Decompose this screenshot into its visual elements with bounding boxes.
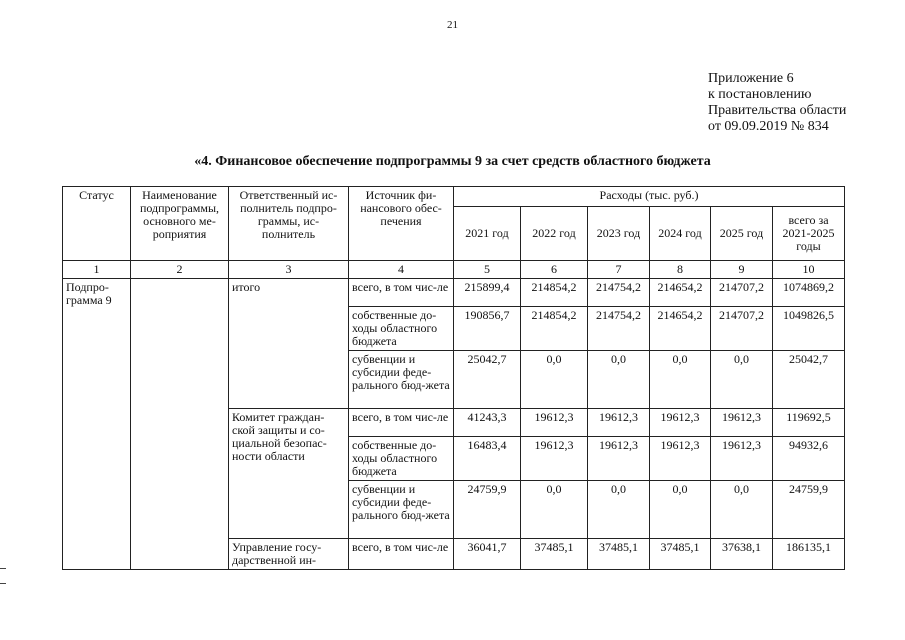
executor-cell: Управление госу-дарственной ин- (229, 539, 349, 570)
column-number: 1 (63, 261, 131, 279)
column-number: 8 (650, 261, 711, 279)
header-year: 2021 год (454, 207, 521, 261)
financial-table (62, 186, 845, 570)
value-cell: 214654,2 (650, 279, 711, 307)
value-cell: 19612,3 (650, 437, 711, 481)
value-cell: 19612,3 (711, 437, 773, 481)
appendix-line: Правительства области (708, 103, 847, 118)
value-cell: 37485,1 (521, 539, 588, 570)
total-cell: 119692,5 (773, 409, 845, 437)
header-source: Источник фи-нансового обес-печения (349, 187, 454, 261)
page-number: 21 (447, 19, 458, 31)
source-cell: всего, в том чис-ле (349, 409, 454, 437)
appendix-line: Приложение 6 (708, 71, 794, 86)
executor-cell: итого (229, 279, 349, 409)
total-cell: 25042,7 (773, 351, 845, 409)
column-number: 9 (711, 261, 773, 279)
value-cell: 0,0 (650, 481, 711, 539)
column-number: 2 (131, 261, 229, 279)
source-cell: субвенции и субсидии феде-рального бюд-жета (349, 351, 454, 409)
value-cell: 16483,4 (454, 437, 521, 481)
value-cell: 214654,2 (650, 307, 711, 351)
source-cell: всего, в том чис-ле (349, 279, 454, 307)
source-cell: субвенции и субсидии феде-рального бюд-жета (349, 481, 454, 539)
margin-mark (0, 568, 6, 569)
value-cell: 0,0 (521, 351, 588, 409)
header-expenses: Расходы (тыс. руб.) (454, 187, 845, 207)
value-cell: 0,0 (650, 351, 711, 409)
value-cell: 214854,2 (521, 307, 588, 351)
value-cell: 19612,3 (588, 409, 650, 437)
value-cell: 37485,1 (588, 539, 650, 570)
value-cell: 41243,3 (454, 409, 521, 437)
source-cell: всего, в том чис-ле (349, 539, 454, 570)
column-number: 5 (454, 261, 521, 279)
source-cell: собственные до-ходы областного бюджета (349, 307, 454, 351)
value-cell: 215899,4 (454, 279, 521, 307)
column-number: 10 (773, 261, 845, 279)
column-number: 3 (229, 261, 349, 279)
total-cell: 186135,1 (773, 539, 845, 570)
value-cell: 37485,1 (650, 539, 711, 570)
header-year: 2024 год (650, 207, 711, 261)
value-cell: 214754,2 (588, 279, 650, 307)
value-cell: 19612,3 (588, 437, 650, 481)
value-cell: 190856,7 (454, 307, 521, 351)
header-status: Статус (63, 187, 131, 261)
value-cell: 19612,3 (711, 409, 773, 437)
value-cell: 214707,2 (711, 307, 773, 351)
value-cell: 214707,2 (711, 279, 773, 307)
header-responsible: Ответственный ис-полнитель подпро-граммы, ис-полнитель (229, 187, 349, 261)
column-number: 6 (521, 261, 588, 279)
value-cell: 19612,3 (521, 437, 588, 481)
value-cell: 36041,7 (454, 539, 521, 570)
header-name: Наименование подпрограммы, основного ме-роприятия (131, 187, 229, 261)
total-cell: 94932,6 (773, 437, 845, 481)
value-cell: 0,0 (521, 481, 588, 539)
total-cell: 1049826,5 (773, 307, 845, 351)
value-cell: 214754,2 (588, 307, 650, 351)
header-total: всего за 2021-2025 годы (773, 207, 845, 261)
column-number: 7 (588, 261, 650, 279)
name-cell (131, 279, 229, 570)
value-cell: 19612,3 (650, 409, 711, 437)
margin-mark (0, 583, 6, 584)
source-cell: собственные до-ходы областного бюджета (349, 437, 454, 481)
value-cell: 24759,9 (454, 481, 521, 539)
header-year: 2023 год (588, 207, 650, 261)
value-cell: 0,0 (711, 351, 773, 409)
value-cell: 0,0 (588, 351, 650, 409)
status-cell: Подпро-грамма 9 (63, 279, 131, 570)
value-cell: 214854,2 (521, 279, 588, 307)
executor-cell: Комитет граждан-ской защиты и со-циальной безопас-ности области (229, 409, 349, 539)
table-row (63, 279, 845, 307)
total-cell: 24759,9 (773, 481, 845, 539)
header-year: 2022 год (521, 207, 588, 261)
header-year: 2025 год (711, 207, 773, 261)
value-cell: 37638,1 (711, 539, 773, 570)
appendix-line: от 09.09.2019 № 834 (708, 119, 829, 134)
value-cell: 19612,3 (521, 409, 588, 437)
value-cell: 25042,7 (454, 351, 521, 409)
value-cell: 0,0 (588, 481, 650, 539)
appendix-line: к постановлению (708, 87, 812, 102)
appendix-block (708, 71, 846, 135)
document-title: «4. Финансовое обеспечение подпрограммы 9 за счет средств областного бюджета (194, 154, 711, 169)
column-number: 4 (349, 261, 454, 279)
value-cell: 0,0 (711, 481, 773, 539)
total-cell: 1074869,2 (773, 279, 845, 307)
